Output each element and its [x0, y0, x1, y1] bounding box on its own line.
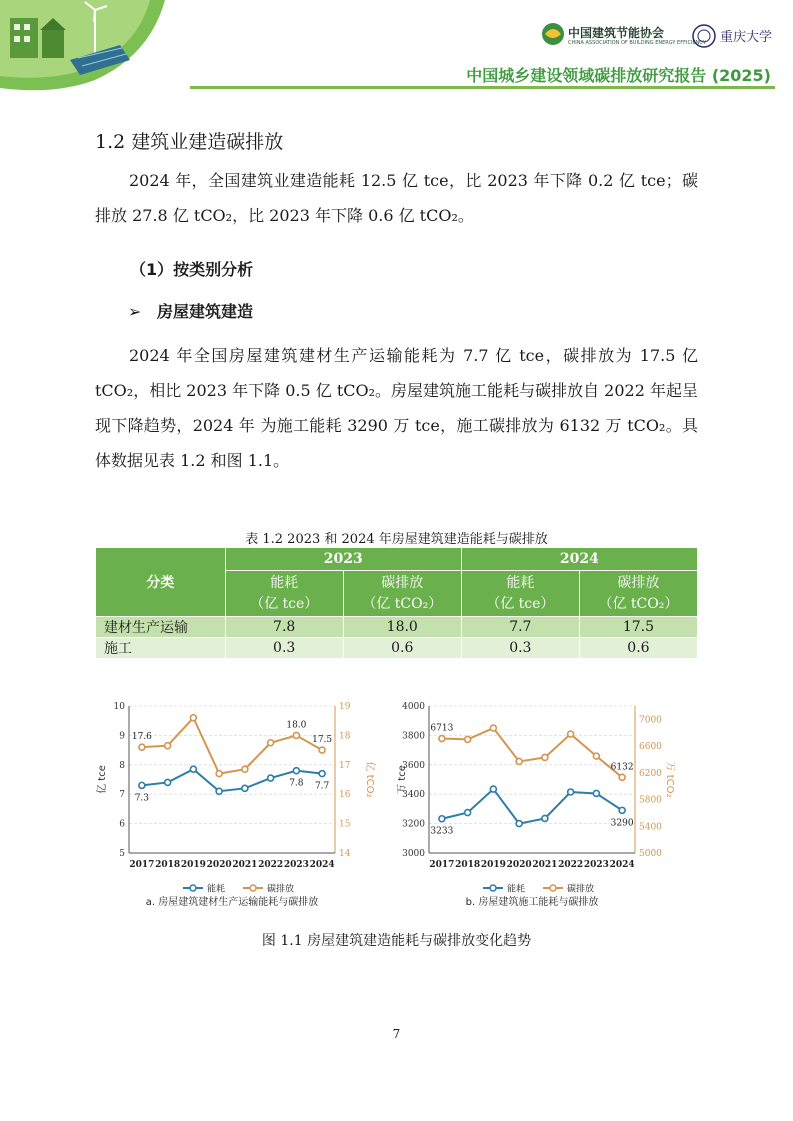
- data-point: [139, 744, 145, 750]
- data-label: 7.8: [289, 778, 304, 789]
- chart-subtitle: a. 房屋建筑建材生产运输能耗与碳排放: [145, 897, 319, 908]
- y-tick-label-left: 3400: [402, 790, 425, 801]
- table-cell: 7.8: [225, 617, 343, 638]
- table-header-carbon-unit: （亿 tCO₂）: [598, 595, 679, 612]
- data-label: 3233: [430, 826, 454, 837]
- y-axis-title-right: 万 tCO₂: [664, 761, 675, 798]
- data-point: [593, 790, 599, 796]
- association-name: 中国建筑节能协会: [568, 26, 665, 40]
- data-point: [516, 758, 522, 764]
- data-point: [165, 779, 171, 785]
- data-point: [516, 821, 522, 827]
- y-tick-label-left: 7: [119, 790, 125, 801]
- data-label: 17.6: [131, 732, 152, 743]
- y-tick-label-right: 7000: [639, 715, 662, 726]
- table-cell: 7.7: [461, 617, 579, 638]
- data-label: 7.3: [134, 793, 150, 804]
- x-tick-label: 2020: [206, 860, 232, 870]
- data-label: 17.5: [312, 735, 333, 746]
- table-header-energy-unit: （亿 tce）: [250, 595, 319, 612]
- association-english-name: CHINA ASSOCIATION OF BUILDING ENERGY EFFICIENCY: [568, 40, 706, 46]
- data-point: [190, 766, 196, 772]
- legend-label: 碳排放: [567, 884, 595, 895]
- table-header-year: 2024: [461, 548, 697, 571]
- y-tick-label-right: 5800: [639, 795, 662, 806]
- table-header-energy-label: 能耗: [270, 574, 299, 591]
- bullet-arrow-icon: ➢: [128, 302, 142, 321]
- data-point: [542, 754, 548, 760]
- cabee-logo-icon: [540, 22, 566, 52]
- legend-marker: [250, 885, 256, 891]
- y-tick-label-left: 6: [119, 819, 125, 830]
- x-tick-label: 2022: [258, 860, 284, 870]
- y-tick-label-right: 5000: [639, 849, 662, 859]
- table-header-carbon-label: 碳排放: [617, 574, 660, 591]
- legend-marker: [490, 885, 496, 891]
- data-label: 3290: [610, 818, 634, 829]
- chart-b: [395, 700, 675, 915]
- y-tick-label-right: 14: [339, 849, 351, 859]
- data-point: [293, 732, 299, 738]
- data-point: [242, 785, 248, 791]
- data-point: [568, 789, 574, 795]
- y-tick-label-right: 6600: [639, 742, 662, 753]
- x-tick-label: 2024: [309, 860, 335, 870]
- data-point: [568, 731, 574, 737]
- x-tick-label: 2020: [506, 860, 532, 870]
- table-header-energy: [225, 571, 343, 617]
- data-point: [216, 771, 222, 777]
- chart-subtitle: b. 房屋建筑施工能耗与碳排放: [465, 897, 599, 908]
- y-tick-label-left: 10: [113, 702, 125, 712]
- x-tick-label: 2022: [558, 860, 584, 870]
- y-tick-label-right: 19: [339, 702, 351, 712]
- chart-a-container: [95, 700, 375, 919]
- legend-label: 能耗: [207, 884, 226, 895]
- data-point: [439, 736, 445, 742]
- x-tick-label: 2021: [232, 860, 258, 870]
- chart-b-container: [395, 700, 675, 919]
- table-row-name: 施工: [96, 638, 226, 659]
- y-tick-label-left: 5: [119, 849, 125, 859]
- x-tick-label: 2023: [583, 860, 609, 870]
- data-point: [465, 810, 471, 816]
- data-point: [439, 816, 445, 822]
- table-header-carbon-label: 碳排放: [381, 574, 424, 591]
- university-seal-icon: [692, 24, 716, 48]
- section-title: 1.2 建筑业建造碳排放: [95, 131, 284, 153]
- x-tick-label: 2024: [609, 860, 635, 870]
- data-label: 6132: [610, 762, 634, 773]
- header-divider: [190, 86, 775, 89]
- table-header-carbon: [343, 571, 461, 617]
- table-cell: 0.3: [461, 638, 579, 659]
- legend-label: 能耗: [507, 884, 526, 895]
- y-axis-title-right: 亿 tCO₂: [364, 761, 375, 798]
- y-tick-label-left: 8: [119, 760, 125, 771]
- x-tick-label: 2018: [455, 860, 481, 870]
- y-tick-label-right: 17: [339, 760, 351, 771]
- y-tick-label-left: 3200: [402, 819, 425, 830]
- table-cell: 0.3: [225, 638, 343, 659]
- data-label: 6713: [430, 723, 454, 734]
- table-cell: 18.0: [343, 617, 461, 638]
- data-point: [319, 747, 325, 753]
- data-point: [542, 815, 548, 821]
- y-tick-label-left: 3800: [402, 731, 425, 742]
- data-point: [268, 775, 274, 781]
- table-header-year: 2023: [225, 548, 461, 571]
- y-axis-title-left: 亿 tce: [97, 765, 108, 794]
- table-header-energy: [461, 571, 579, 617]
- data-point: [139, 782, 145, 788]
- table-cell: 0.6: [579, 638, 697, 659]
- data-point: [490, 725, 496, 731]
- data-point: [165, 743, 171, 749]
- data-point: [619, 807, 625, 813]
- x-tick-label: 2019: [480, 860, 506, 870]
- sub-heading: （1）按类别分析: [130, 260, 254, 279]
- data-point: [268, 740, 274, 746]
- x-tick-label: 2021: [532, 860, 558, 870]
- legend-marker: [550, 885, 556, 891]
- table-header-energy-label: 能耗: [506, 574, 535, 591]
- bullet-heading: [128, 299, 253, 322]
- y-tick-label-right: 5400: [639, 822, 662, 833]
- paragraph-building-construction: 2024 年全国房屋建筑建材生产运输能耗为 7.7 亿 tce，碳排放为 17.5 亿 tCO₂，相比 2023 年下降 0.5 亿 tCO₂。房屋建筑施工能耗与碳排放自 2022 年起呈现下降趋势，2024 年 为施工能耗 3290 万 tce，施工碳排放为 6132 万 tCO₂。具体数据见表 1.2 和图 1.1。: [95, 346, 698, 470]
- y-tick-label-right: 18: [339, 731, 351, 742]
- data-point: [293, 768, 299, 774]
- data-point: [465, 736, 471, 742]
- data-point: [190, 715, 196, 721]
- y-tick-label-left: 9: [119, 731, 125, 742]
- y-axis-title-left: 万 tce: [397, 765, 408, 794]
- table-header-carbon: [579, 571, 697, 617]
- data-point: [490, 786, 496, 792]
- data-point: [242, 766, 248, 772]
- y-tick-label-right: 16: [339, 790, 351, 801]
- page-number: 7: [392, 1027, 401, 1041]
- table-header-carbon-unit: （亿 tCO₂）: [362, 595, 443, 612]
- legend-marker: [190, 885, 196, 891]
- data-table: [95, 547, 698, 659]
- x-tick-label: 2018: [155, 860, 181, 870]
- table-row-name: 建材生产运输: [96, 617, 226, 638]
- data-point: [593, 753, 599, 759]
- university-name: 重庆大学: [720, 30, 773, 45]
- data-label: 7.7: [314, 781, 330, 792]
- data-point: [619, 774, 625, 780]
- data-label: 18.0: [286, 720, 307, 731]
- x-tick-label: 2017: [429, 860, 455, 870]
- table-header-category: 分类: [96, 548, 226, 617]
- x-tick-label: 2023: [283, 860, 309, 870]
- y-tick-label-right: 6200: [639, 768, 662, 779]
- data-point: [216, 788, 222, 794]
- table-cell: 17.5: [579, 617, 697, 638]
- legend-label: 碳排放: [267, 884, 295, 895]
- x-tick-label: 2017: [129, 860, 155, 870]
- y-tick-label-left: 4000: [402, 702, 425, 712]
- y-tick-label-left: 3000: [402, 849, 425, 859]
- table-cell: 0.6: [343, 638, 461, 659]
- data-point: [319, 771, 325, 777]
- y-tick-label-right: 15: [339, 819, 351, 830]
- paragraph-overview: 2024 年，全国建筑业建造能耗 12.5 亿 tce，比 2023 年下降 0.2 亿 tce；碳排放 27.8 亿 tCO₂，比 2023 年下降 0.6 亿 tCO₂。: [95, 171, 698, 225]
- bullet-heading-text: 房屋建筑建造: [156, 302, 253, 321]
- header-illustration: [0, 0, 200, 95]
- figure-caption: 图 1.1 房屋建筑建造能耗与碳排放变化趋势: [261, 933, 532, 949]
- chart-a: [95, 700, 375, 915]
- x-tick-label: 2019: [180, 860, 206, 870]
- table-caption: 表 1.2 2023 和 2024 年房屋建筑建造能耗与碳排放: [245, 532, 548, 547]
- table-header-energy-unit: （亿 tce）: [486, 595, 555, 612]
- report-title: 中国城乡建设领域碳排放研究报告 (2025): [466, 66, 771, 85]
- header-logos: [540, 22, 780, 58]
- y-tick-label-left: 3600: [402, 760, 425, 771]
